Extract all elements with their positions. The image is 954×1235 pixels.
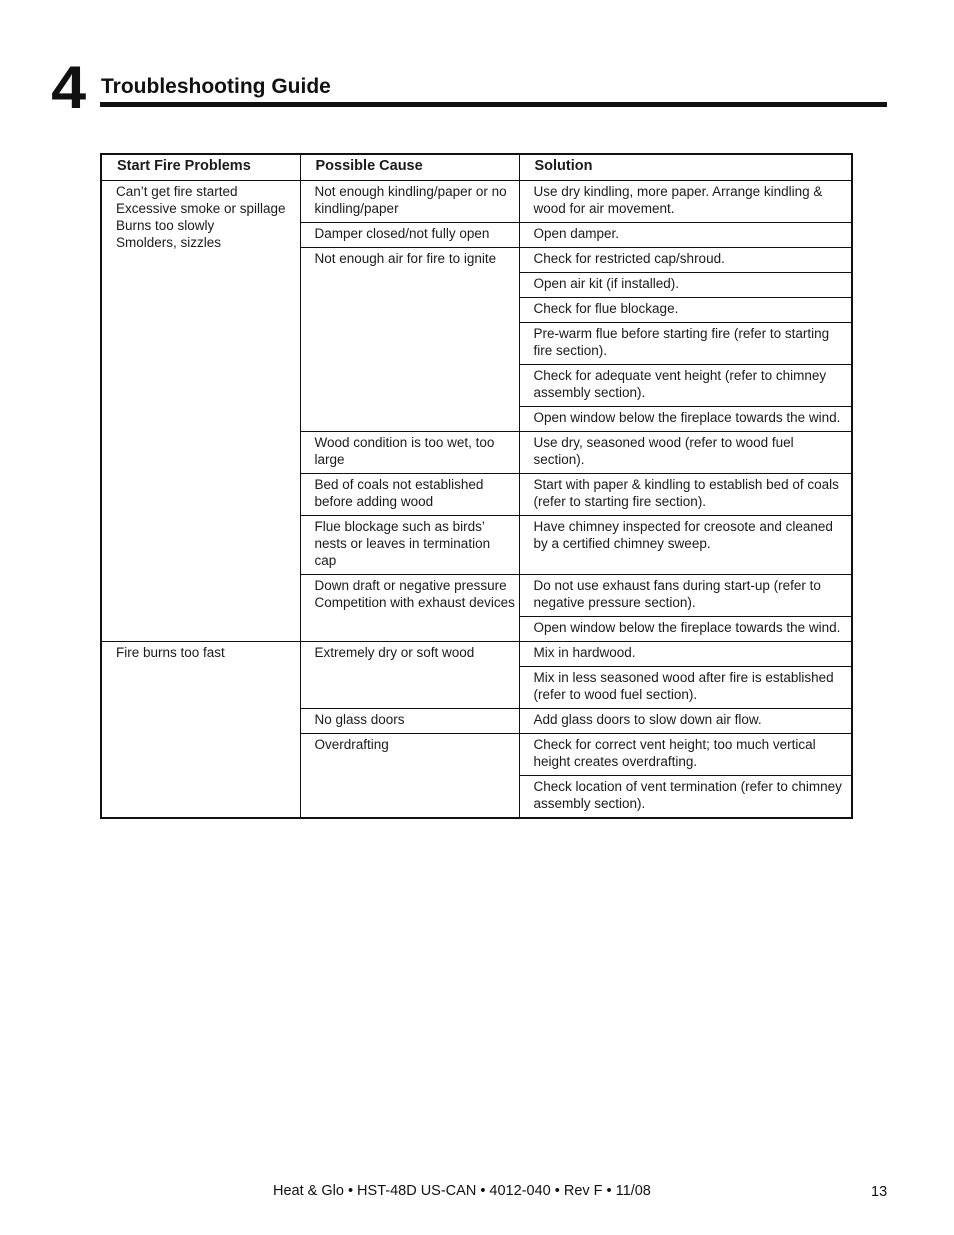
column-header-problems: Start Fire Problems: [101, 154, 300, 181]
cause-cell: No glass doors: [300, 709, 519, 734]
solution-cell: Have chimney inspected for creosote and cleaned by a certified chimney sweep.: [519, 516, 852, 575]
solution-cell: Mix in less seasoned wood after fire is established (refer to wood fuel section).: [519, 667, 852, 709]
table-header-row: [101, 154, 852, 181]
solution-cell: Check for restricted cap/shroud.: [519, 248, 852, 273]
solution-cell: Check location of vent termination (refer to chimney assembly section).: [519, 776, 852, 819]
cause-cell: Damper closed/not fully open: [300, 223, 519, 248]
cause-cell: Not enough air for fire to ignite: [300, 248, 519, 432]
problem-cell: [101, 642, 300, 819]
solution-cell: Add glass doors to slow down air flow.: [519, 709, 852, 734]
title-rule: [100, 102, 887, 107]
cause-cell: Not enough kindling/paper or no kindling/paper: [300, 181, 519, 223]
solution-cell: Check for adequate vent height (refer to chimney assembly section).: [519, 365, 852, 407]
solution-cell: Use dry, seasoned wood (refer to wood fuel section).: [519, 432, 852, 474]
cause-cell: Down draft or negative pressure Competition with exhaust devices: [300, 575, 519, 642]
solution-cell: Open window below the fireplace towards the wind.: [519, 617, 852, 642]
problem-cell: [101, 181, 300, 642]
column-header-cause: Possible Cause: [300, 154, 519, 181]
footer-text: Heat & Glo • HST-48D US-CAN • 4012-040 • Rev F • 11/08: [273, 1183, 651, 1199]
solution-cell: Open damper.: [519, 223, 852, 248]
problem-text: Smolders, sizzles: [116, 235, 222, 250]
page-number: 13: [871, 1184, 888, 1200]
solution-cell: Open window below the fireplace towards the wind.: [519, 407, 852, 432]
problem-text: Excessive smoke or spillage: [116, 201, 286, 216]
table-row: [101, 642, 852, 667]
solution-cell: Start with paper & kindling to establish bed of coals (refer to starting fire section).: [519, 474, 852, 516]
page-title: Troubleshooting Guide: [101, 75, 331, 98]
cause-cell: Flue blockage such as birds’ nests or leaves in termination cap: [300, 516, 519, 575]
table-row: [101, 181, 852, 223]
solution-cell: Pre-warm flue before starting fire (refer to starting fire section).: [519, 323, 852, 365]
table-body: [101, 181, 852, 819]
problem-text: Burns too slowly: [116, 218, 215, 233]
troubleshooting-table: [100, 153, 853, 819]
solution-cell: Check for correct vent height; too much vertical height creates overdrafting.: [519, 734, 852, 776]
solution-cell: Use dry kindling, more paper. Arrange kindling & wood for air movement.: [519, 181, 852, 223]
solution-cell: Check for flue blockage.: [519, 298, 852, 323]
solution-cell: Mix in hardwood.: [519, 642, 852, 667]
chapter-number: 4: [51, 54, 87, 121]
cause-cell: Bed of coals not established before adding wood: [300, 474, 519, 516]
problem-text: Can’t get fire started: [116, 184, 238, 199]
cause-cell: Overdrafting: [300, 734, 519, 819]
solution-cell: Open air kit (if installed).: [519, 273, 852, 298]
cause-cell: Extremely dry or soft wood: [300, 642, 519, 709]
solution-cell: Do not use exhaust fans during start-up (refer to negative pressure section).: [519, 575, 852, 617]
problem-text: Fire burns too fast: [116, 645, 225, 660]
column-header-solution: Solution: [519, 154, 852, 181]
cause-cell: Wood condition is too wet, too large: [300, 432, 519, 474]
